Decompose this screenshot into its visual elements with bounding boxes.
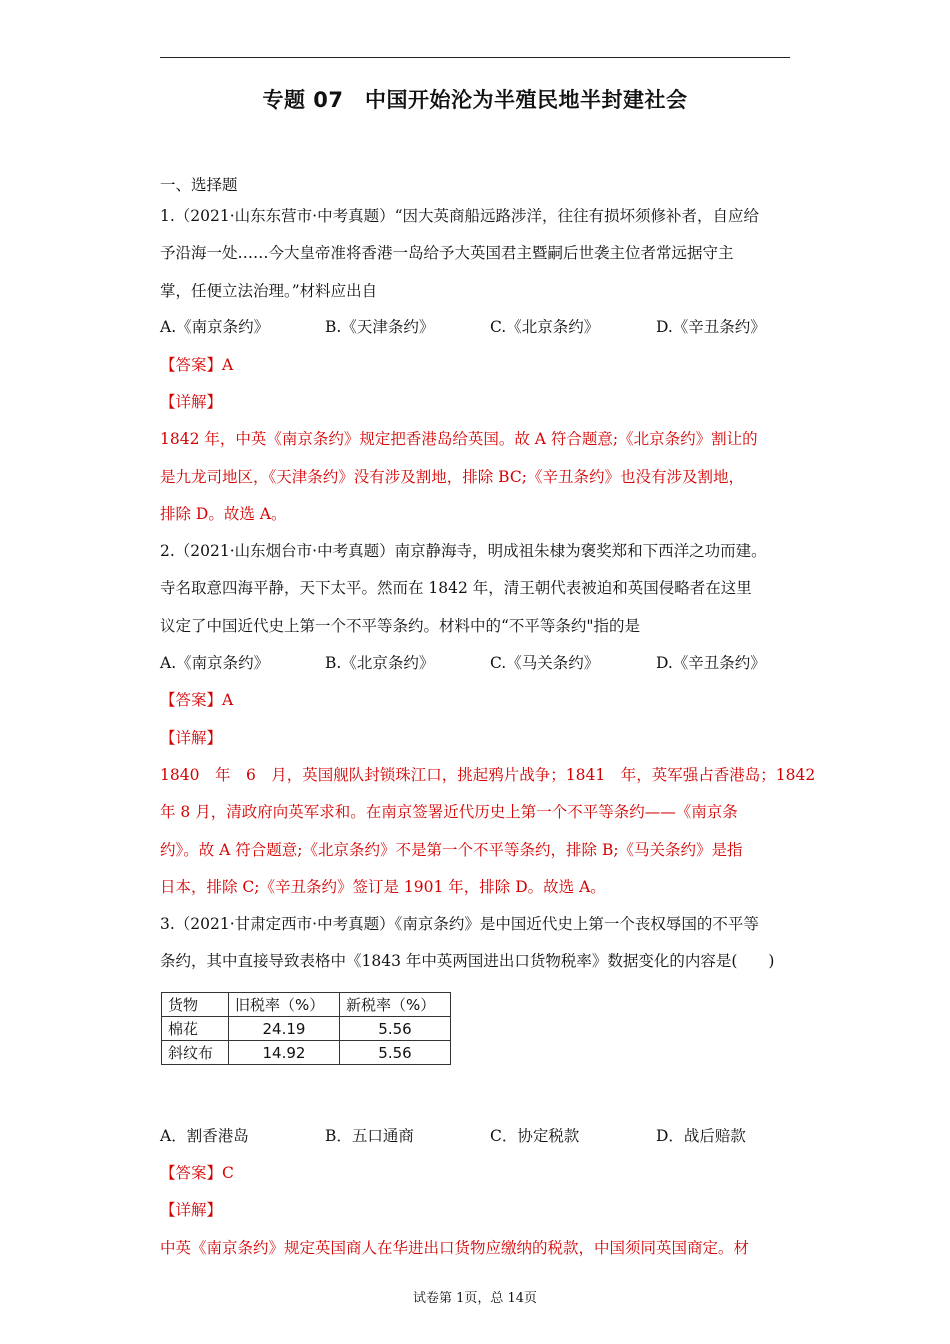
table-row <box>162 1041 451 1065</box>
table-cell: 24.19 <box>229 1017 340 1041</box>
table-cell: 5.56 <box>340 1017 451 1041</box>
header-rule <box>160 57 790 58</box>
question-2-line-1: 2.（2021·山东烟台市·中考真题）南京静海寺，明成祖朱棣为褒奖郑和下西洋之功而建。 <box>160 542 767 560</box>
question-1-line-1: 1.（2021·山东东营市·中考真题）“因大英商船远路涉洋，往往有损坏须修补者，自应给 <box>160 207 760 225</box>
answer-value: C <box>222 1164 234 1182</box>
question-1-detail-line-3: 排除 D。故选 A。 <box>160 505 287 523</box>
question-3-option-c: C．协定税款 <box>490 1127 580 1145</box>
table-cell: 14.92 <box>229 1041 340 1065</box>
table-row <box>162 1017 451 1041</box>
question-1-option-a: A.《南京条约》 <box>160 318 270 336</box>
answer-tag: 【答案】 <box>160 1164 223 1182</box>
question-3-option-a: A．割香港岛 <box>160 1127 249 1145</box>
question-2-option-b: B.《北京条约》 <box>325 654 435 672</box>
question-3-option-b: B．五口通商 <box>325 1127 414 1145</box>
question-1-option-d: D.《辛丑条约》 <box>656 318 766 336</box>
question-3-line-1: 3.（2021·甘肃定西市·中考真题）《南京条约》是中国近代史上第一个丧权辱国的不平等 <box>160 915 759 933</box>
question-1-detail-line-2: 是九龙司地区，《天津条约》没有涉及割地，排除 BC;《辛丑条约》也没有涉及割地， <box>160 468 744 486</box>
page-footer: 试卷第 1页，总 14页 <box>412 1291 538 1306</box>
page-title: 专题 07 中国开始沦为半殖民地半封建社会 <box>262 88 688 112</box>
question-3-detail-line-1: 中英《南京条约》规定英国商人在华进出口货物应缴纳的税款，中国须同英国商定。材 <box>160 1239 750 1257</box>
question-1-line-2: 予沿海一处……今大皇帝准将香港一岛给予大英国君主暨嗣后世袭主位者常远据守主 <box>160 244 734 262</box>
question-1-line-3: 掌，任便立法治理。”材料应出自 <box>160 282 378 300</box>
question-3-option-d: D．战后赔款 <box>656 1127 746 1145</box>
question-3-detail-tag: 【详解】 <box>160 1201 223 1219</box>
question-2-detail-tag: 【详解】 <box>160 729 223 747</box>
question-2-line-2: 寺名取意四海平静，天下太平。然而在 1842 年，清王朝代表被迫和英国侵略者在这里 <box>160 579 752 597</box>
table-header-cell: 货物 <box>162 993 229 1017</box>
question-2-line-3: 议定了中国近代史上第一个不平等条约。材料中的“不平等条约"指的是 <box>160 617 641 635</box>
question-2-option-a: A.《南京条约》 <box>160 654 270 672</box>
section-heading: 一、选择题 <box>160 176 238 194</box>
question-2-detail-line-2: 年 8 月，清政府向英军求和。在南京签署近代历史上第一个不平等条约——《南京条 <box>160 803 738 821</box>
question-2-detail-line-3: 约》。故 A 符合题意;《北京条约》不是第一个不平等条约，排除 B;《马关条约》是指 <box>160 841 743 859</box>
tax-rate-table <box>161 992 451 1065</box>
table-header-row <box>162 993 451 1017</box>
question-3-answer <box>160 1163 795 1183</box>
answer-tag: 【答案】 <box>160 356 223 374</box>
table-header-cell: 旧税率（%） <box>229 993 340 1017</box>
question-2-detail-line-1: 1840 年 6 月，英国舰队封锁珠江口，挑起鸦片战争；1841 年，英军强占香港岛；1842 <box>160 766 816 784</box>
table-cell: 5.56 <box>340 1041 451 1065</box>
question-3-line-2: 条约，其中直接导致表格中《1843 年中英两国进出口货物税率》数据变化的内容是( ) <box>160 952 775 970</box>
question-1-option-c: C.《北京条约》 <box>490 318 600 336</box>
question-1-answer <box>160 355 795 375</box>
question-2-detail-line-4: 日本，排除 C;《辛丑条约》签订是 1901 年，排除 D。故选 A。 <box>160 878 606 896</box>
question-2-option-d: D.《辛丑条约》 <box>656 654 766 672</box>
answer-tag: 【答案】 <box>160 691 223 709</box>
question-2-option-c: C.《马关条约》 <box>490 654 600 672</box>
question-2-answer <box>160 690 795 710</box>
answer-value: A <box>222 691 234 709</box>
table-cell: 棉花 <box>162 1017 229 1041</box>
answer-value: A <box>222 356 234 374</box>
question-1-detail-tag: 【详解】 <box>160 393 223 411</box>
table-cell: 斜纹布 <box>162 1041 229 1065</box>
question-1-option-b: B.《天津条约》 <box>325 318 435 336</box>
question-1-detail-line-1: 1842 年，中英《南京条约》规定把香港岛给英国。故 A 符合题意;《北京条约》割让的 <box>160 430 758 448</box>
table-header-cell: 新税率（%） <box>340 993 451 1017</box>
